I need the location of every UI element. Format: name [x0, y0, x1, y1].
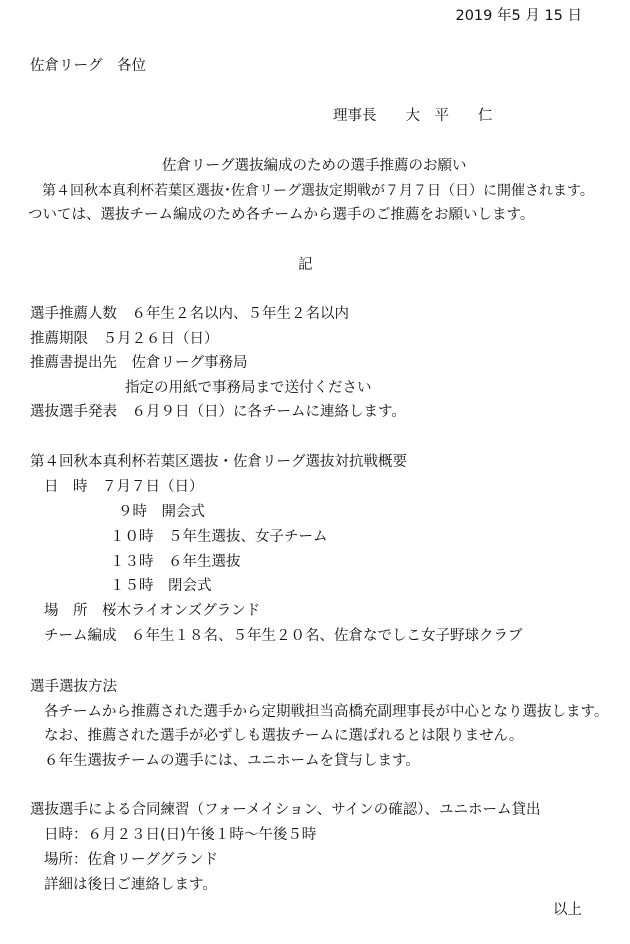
closing: 以上	[553, 902, 582, 918]
ki-heading: 記	[298, 257, 313, 273]
recommend-deadline: 推薦期限 ５月２６日（日）	[30, 331, 219, 347]
method-line: 各チームから推薦された選手から定期戦担当高橋充副理事長が中心となり選抜します。	[44, 704, 609, 720]
letter-date: 2019 年5 月 15 日	[455, 8, 582, 24]
subject-title: 佐倉リーグ選抜編成のための選手推薦のお願い	[162, 158, 467, 174]
schedule-item: １３時 ６年生選抜	[110, 554, 241, 570]
practice-line: 詳細は後日ご連絡します。	[44, 877, 217, 893]
practice-line: 場所：佐倉リーググランド	[44, 852, 218, 868]
intro-line-2: ついては、選抜チーム編成のため各チームから選手のご推薦をお願いします。	[28, 207, 535, 223]
recipient: 佐倉リーグ 各位	[30, 58, 146, 74]
schedule-item: １５時 閉会式	[110, 578, 212, 594]
method-line: ６年生選抜チームの選手には、ユニホームを貸与します。	[44, 753, 420, 769]
recommend-announce: 選抜選手発表 ６月９日（日）に各チームに連絡します。	[30, 404, 406, 420]
recommend-count: 選手推薦人数 ６年生２名以内、５年生２名以内	[30, 306, 349, 322]
sender: 理事長 大 平 仁	[333, 108, 493, 124]
method-line: なお、推薦された選手が必ずしも選抜チームに選ばれるとは限りません。	[44, 728, 524, 744]
schedule-item: １０時 ５年生選抜、女子チーム	[110, 529, 328, 545]
overview-title: 第４回秋本真利杯若葉区選抜・佐倉リーグ選抜対抗戦概要	[30, 454, 407, 470]
recommend-submit-note: 指定の用紙で事務局まで送付ください	[125, 380, 372, 396]
method-title: 選手選抜方法	[30, 679, 117, 695]
schedule-item: ９時 開会式	[118, 504, 205, 520]
recommend-submit: 推薦書提出先 佐倉リーグ事務局	[30, 355, 248, 371]
overview-datetime: 日 時 ７月７日（日）	[44, 479, 204, 495]
overview-teams: チーム編成 ６年生１８名、５年生２０名、佐倉なでしこ女子野球クラブ	[44, 628, 523, 644]
practice-line: 日時：６月２３日(日)午後１時～午後５時	[44, 827, 317, 843]
intro-line-1: 第４回秋本真利杯若葉区選抜･佐倉リーグ選抜定期戦が７月７日（日）に開催されます。	[28, 183, 594, 199]
practice-title: 選抜選手による合同練習（フォーメイション、サインの確認）、ユニホーム貸出	[30, 802, 541, 818]
overview-venue: 場 所 桜木ライオンズグランド	[44, 603, 261, 619]
